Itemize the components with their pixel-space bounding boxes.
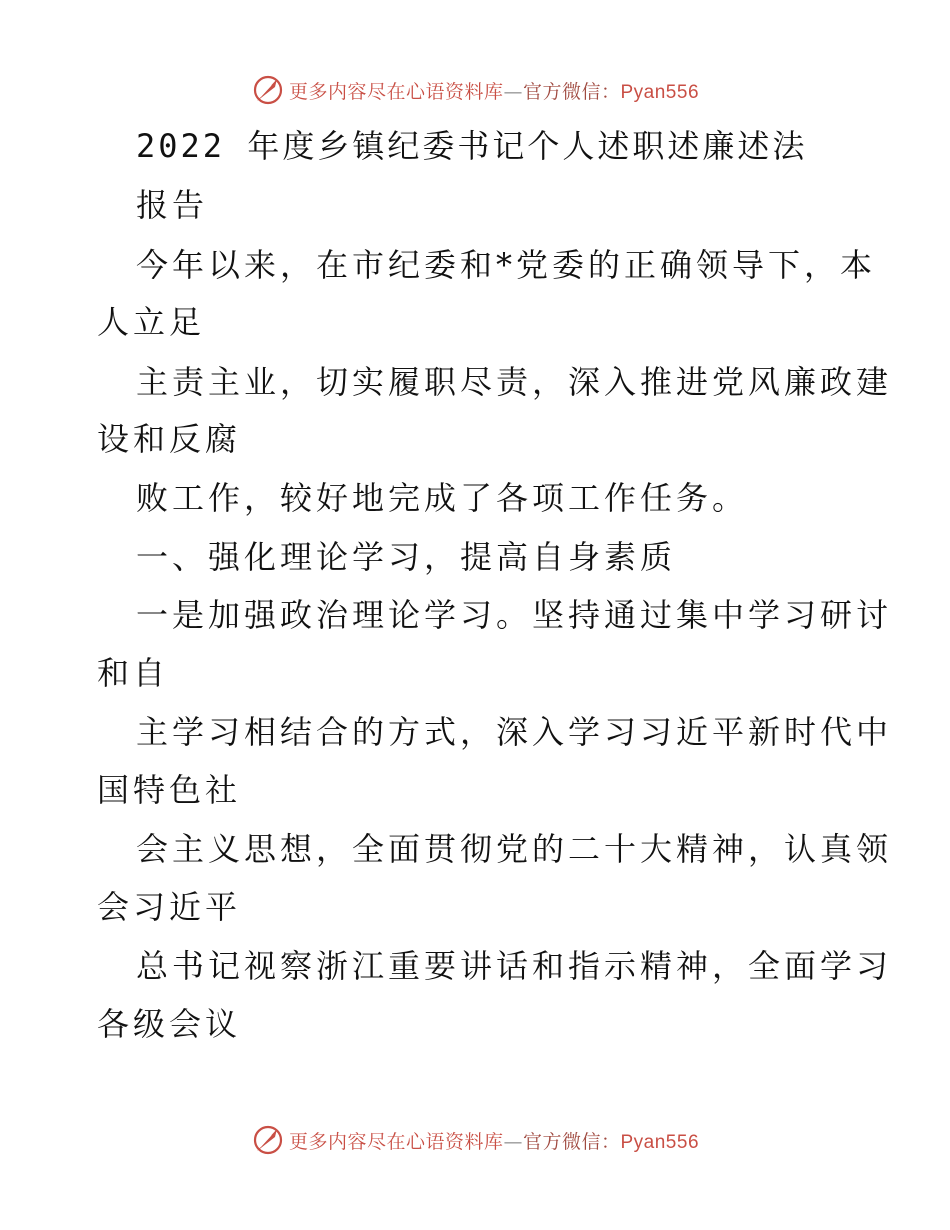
watermark-wechat-id: Pyan556	[620, 1131, 700, 1153]
paragraph-line: 败工作，较好地完成了各项工作任务。	[136, 479, 749, 517]
paragraph-line: 各级会议	[97, 1005, 242, 1043]
watermark-separator: —	[503, 1130, 523, 1153]
watermark-text	[289, 1127, 699, 1154]
quill-pen-logo-icon	[251, 73, 285, 107]
document-title-continued: 报告	[136, 186, 209, 224]
section-heading: 一、强化理论学习，提高自身素质	[136, 538, 677, 576]
paragraph-line: 和自	[97, 654, 170, 692]
paragraph-line: 主责主业，切实履职尽责，深入推进党风廉政建	[136, 363, 893, 401]
paragraph-line: 人立足	[97, 303, 206, 341]
watermark-brand: 更多内容尽在心语资料库	[288, 80, 504, 103]
paragraph-line: 总书记视察浙江重要讲话和指示精神，全面学习	[136, 947, 893, 985]
paragraph-line: 国特色社	[97, 771, 242, 809]
footer-watermark	[0, 1120, 950, 1160]
header-watermark	[0, 70, 950, 110]
watermark-wechat-id: Pyan556	[620, 81, 700, 103]
paragraph-line: 设和反腐	[97, 420, 242, 458]
paragraph-line: 主学习相结合的方式，深入学习习近平新时代中	[136, 713, 893, 751]
watermark-brand: 更多内容尽在心语资料库	[288, 1130, 504, 1153]
watermark-wechat-label: 官方微信：	[522, 1130, 621, 1153]
document-title: 2022 年度乡镇纪委书记个人述职述廉述法	[136, 127, 808, 165]
watermark-wechat-label: 官方微信：	[522, 80, 621, 103]
watermark-text	[289, 77, 699, 104]
paragraph-line: 会习近平	[97, 888, 242, 926]
watermark-separator: —	[503, 80, 523, 103]
quill-pen-logo-icon	[251, 1123, 285, 1157]
paragraph-line: 一是加强政治理论学习。坚持通过集中学习研讨	[136, 596, 893, 634]
paragraph-line: 今年以来，在市纪委和*党委的正确领导下，本	[136, 246, 877, 284]
paragraph-line: 会主义思想，全面贯彻党的二十大精神，认真领	[136, 830, 893, 868]
